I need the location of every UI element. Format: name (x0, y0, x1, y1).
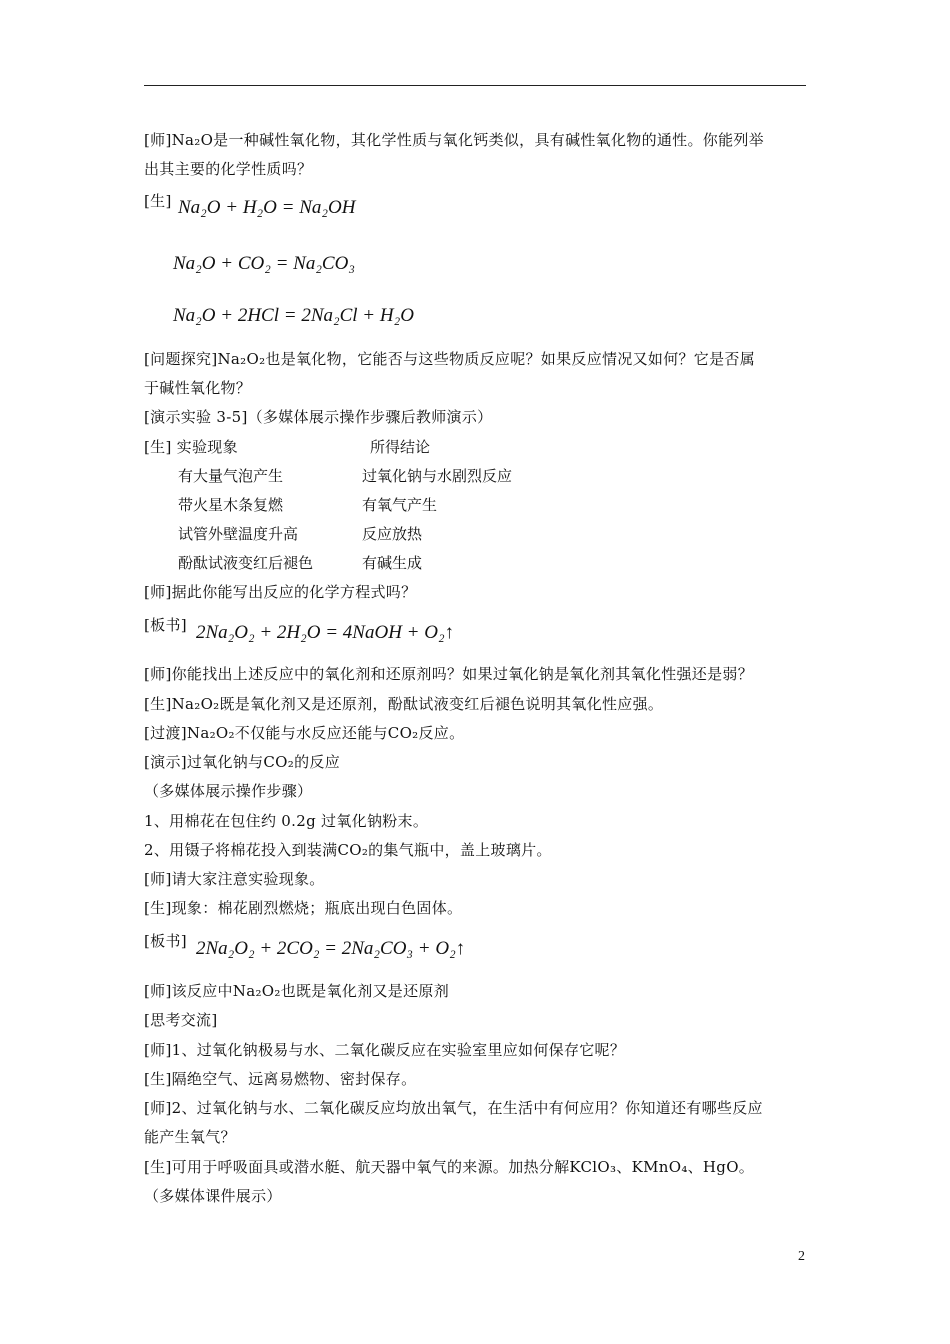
header-rule (144, 85, 806, 86)
table-header-phenomenon: [生] 实验现象 (144, 438, 238, 456)
text-line: [师]据此你能写出反应的化学方程式吗？ (144, 583, 417, 601)
text-line: （多媒体课件展示） (144, 1187, 282, 1205)
text-line: [师]Na₂O是一种碱性氧化物，其化学性质与氧化钙类似，具有碱性氧化物的通性。你能列举 (144, 131, 764, 149)
text-line: （多媒体展示操作步骤） (144, 782, 313, 800)
speaker-label: [板书] (144, 616, 187, 634)
table-cell-phenomenon: 酚酞试液变红后褪色 (178, 554, 314, 572)
speaker-label: [生] (144, 192, 172, 210)
text-line: [生]隔绝空气、远离易燃物、密封保存。 (144, 1070, 417, 1088)
text-line: [问题探究]Na₂O₂也是氧化物，它能否与这些物质反应呢？如果反应情况又如何？它是否属 (144, 350, 755, 368)
text-line: [思考交流] (144, 1011, 218, 1029)
text-line: 1、用棉花在包住约 0.2g 过氧化钠粉末。 (144, 812, 429, 830)
text-line: [演示实验 3-5]（多媒体展示操作步骤后教师演示） (144, 408, 493, 426)
text-line: 2、用镊子将棉花投入到装满CO₂的集气瓶中，盖上玻璃片。 (144, 841, 552, 859)
page-number: 2 (798, 1249, 805, 1264)
table-cell-phenomenon: 试管外壁温度升高 (178, 525, 299, 543)
speaker-label: [板书] (144, 932, 187, 950)
text-line: [生]现象：棉花剧烈燃烧；瓶底出现白色固体。 (144, 899, 463, 917)
text-line: [师]2、过氧化钠与水、二氧化碳反应均放出氧气，在生活中有何应用？你知道还有哪些反应 (144, 1099, 763, 1117)
text-line: [师]请大家注意实验现象。 (144, 870, 325, 888)
text-line: [演示]过氧化钠与CO₂的反应 (144, 753, 340, 771)
equation-5: 2Na₂O₂ + 2CO₂ = 2Na₂CO₃ + O₂↑ (196, 938, 466, 959)
text-line: 能产生氧气？ (144, 1128, 236, 1146)
text-line: [生]可用于呼吸面具或潜水艇、航天器中氧气的来源。加热分解KClO₃、KMnO₄、HgO。 (144, 1158, 755, 1176)
text-line: [师]你能找出上述反应中的氧化剂和还原剂吗？如果过氧化钠是氧化剂其氧化性强还是弱？ (144, 665, 754, 683)
table-cell-conclusion: 有碱生成 (362, 554, 423, 572)
text-line: [过渡]Na₂O₂不仅能与水反应还能与CO₂反应。 (144, 724, 465, 742)
text-line: [师]1、过氧化钠极易与水、二氧化碳反应在实验室里应如何保存它呢？ (144, 1041, 626, 1059)
table-cell-phenomenon: 带火星木条复燃 (178, 496, 284, 514)
text-line: [师]该反应中Na₂O₂也既是氧化剂又是还原剂 (144, 982, 449, 1000)
equation-2: Na₂O + CO₂ = Na₂CO₃ (173, 253, 355, 274)
table-cell-conclusion: 反应放热 (362, 525, 423, 543)
equation-4: 2Na₂O₂ + 2H₂O = 4NaOH + O₂↑ (196, 622, 455, 643)
equation-1: Na₂O + H₂O = Na₂OH (178, 197, 356, 218)
text-line: [生]Na₂O₂既是氧化剂又是还原剂，酚酞试液变红后褪色说明其氧化性应强。 (144, 695, 664, 713)
table-cell-conclusion: 有氧气产生 (362, 496, 438, 514)
text-line: 出其主要的化学性质吗？ (144, 160, 313, 178)
equation-3: Na₂O + 2HCl = 2Na₂Cl + H₂O (173, 305, 414, 326)
table-cell-conclusion: 过氧化钠与水剧烈反应 (362, 467, 513, 485)
text-line: 于碱性氧化物？ (144, 379, 252, 397)
table-header-conclusion: 所得结论 (370, 438, 431, 456)
table-cell-phenomenon: 有大量气泡产生 (178, 467, 284, 485)
